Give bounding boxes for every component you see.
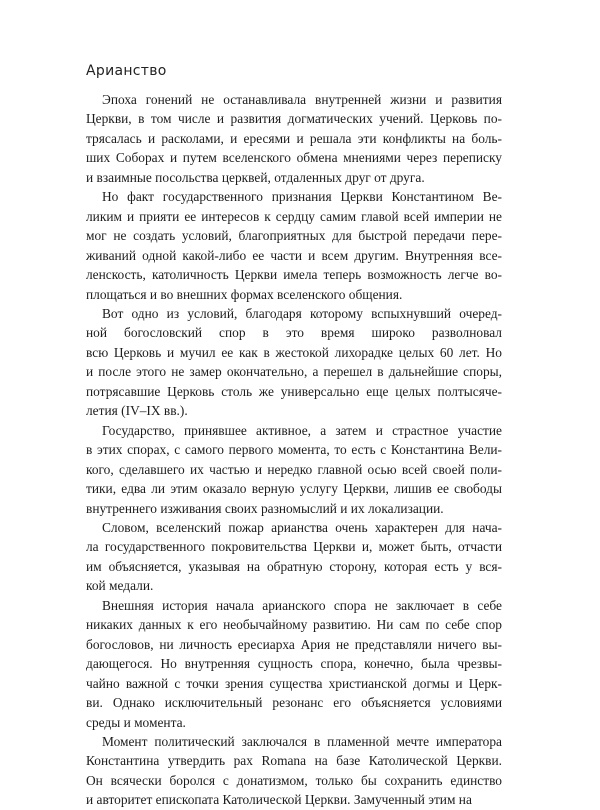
text-line: живаний одной какой-либо ее части и всем другим. Внутренняя все-	[86, 247, 502, 263]
text-line: площаться и во внешних формах вселенского общения.	[86, 286, 403, 302]
text-line: ной богословский спор в это время широко разволновал	[86, 325, 502, 341]
text-line: среды и момента.	[86, 714, 186, 730]
text-line: тики, едва ли этим оказало верную услугу Церкви, лишив ее свободы	[86, 481, 502, 497]
text-line: чайно важной с точки зрения существа христианской догмы и Церк-	[86, 675, 502, 691]
text-line: и после этого не замер окончательно, а перешел в дальнейшие споры,	[86, 364, 502, 380]
text-line: трясалась и расколами, и ересями и решала эти конфликты на боль-	[86, 130, 502, 146]
text-line: Момент политический заключался в пламенной мечте императора	[102, 733, 502, 749]
text-line: в этих спорах, с самого первого момента, то есть с Константина Вели-	[86, 442, 502, 458]
text-line: никаких данных к его необычайному развитию. Ни сам по себе спор	[86, 617, 502, 633]
text-line: дающегося. Но внутренняя сущность спора, конечно, была чрезвы-	[86, 656, 502, 672]
paragraph	[86, 596, 502, 732]
paragraph	[86, 732, 502, 810]
text-line: и взаимные посольства церквей, отдаленных друг от друга.	[86, 169, 425, 185]
text-line: мог не создать условий, благоприятных для быстрой передачи пере-	[86, 228, 502, 244]
text-line: внутреннего изживания своих разномыслий и их локализации.	[86, 500, 444, 516]
text-line: Он всячески боролся с донатизмом, только бы сохранить единство	[86, 772, 502, 788]
paragraph	[86, 90, 502, 187]
text-line: Но факт государственного признания Церкви Константином Ве-	[102, 189, 502, 205]
text-line: им объясняется, указывая на обратную сторону, которая есть у вся-	[86, 558, 502, 574]
text-line: кой медали.	[86, 578, 154, 594]
text-line: Эпоха гонений не останавливала внутренней жизни и развития	[102, 92, 502, 107]
text-line: всю Церковь и мучил ее как в жестокой лихорадке целых 60 лет. Но	[86, 344, 502, 360]
body-text	[86, 90, 502, 810]
book-page	[86, 62, 502, 810]
text-line: летия (IV–IX вв.).	[86, 403, 188, 419]
text-line: Государство, принявшее активное, а затем и страстное участие	[102, 422, 502, 438]
text-line: ла государственного покровительства Церкви и, может быть, отчасти	[86, 539, 502, 555]
text-line: Константина утвердить pax Romana на базе Католической Церкви.	[86, 753, 502, 769]
text-line: ших Соборах и путем вселенского обмена мнениями через переписку	[86, 150, 502, 166]
running-head: Арианство	[86, 63, 167, 79]
text-line: потрясавшие Церковь столь же универсально еще целых полтысяче-	[86, 383, 502, 399]
text-line: богословов, ни личность ересиарха Ария не представляли ничего вы-	[86, 636, 502, 652]
text-line: Словом, вселенский пожар арианства очень характерен для нача-	[102, 519, 502, 535]
text-line: Внешняя история начала арианского спора не заключает в себе	[102, 597, 502, 613]
text-line: кого, сделавшего их частью и нередко главной осью всей своей поли-	[86, 461, 502, 477]
text-line: ликим и прияти ее интересов к сердцу самим главой всей империи не	[86, 208, 502, 224]
text-line: ленскость, католичность Церкви имела теперь возможность легче во-	[86, 267, 502, 283]
paragraph	[86, 421, 502, 518]
paragraph	[86, 187, 502, 304]
text-line: ви. Однако исключительный резонанс его объясняется условиями	[86, 695, 502, 711]
text-line: и авторитет епископата Католической Церкви. Замученный этим на	[86, 792, 472, 808]
text-line: Церкви, в том числе и развития догматических учений. Церковь по-	[86, 111, 502, 127]
paragraph	[86, 518, 502, 596]
paragraph	[86, 304, 502, 421]
text-line: Вот одно из условий, благодаря которому вспыхнувший очеред-	[102, 305, 502, 321]
